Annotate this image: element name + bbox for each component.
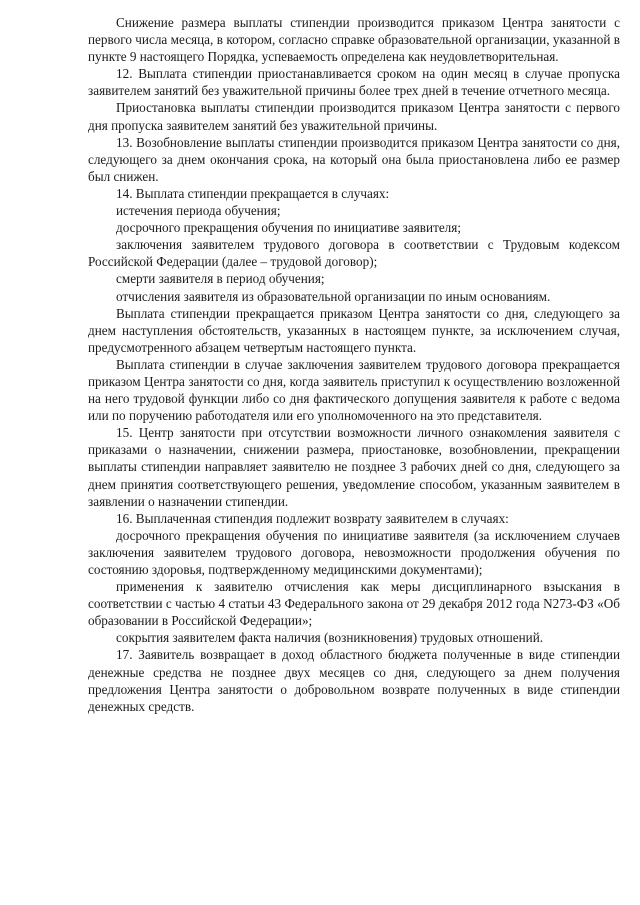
paragraph: 15. Центр занятости при отсутствии возможности личного ознакомления заявителя с приказами о назначении, снижении размера, приостановке, возобновлении, прекращении выплаты стипендии направляет заявителю не позднее 3 рабочих дней со дня, следующего за днем принятия соответствующего решения, уведомление способом, указанным заявителем в заявлении о назначении стипендии.	[88, 425, 620, 509]
list-item: 14. Выплата стипендии прекращается в случаях:	[116, 185, 390, 201]
list-item: досрочного прекращения обучения по инициативе заявителя;	[116, 220, 461, 236]
paragraph: 12. Выплата стипендии приостанавливается сроком на один месяц в случае пропуска заявителем занятий без уважительной причины более трех дней в течение отчетного месяца.	[88, 66, 620, 99]
paragraph: досрочного прекращения обучения по инициативе заявителя (за исключением случаев заключения заявителем трудового договора, невозможности продолжения обучения по состоянию здоровья, подтвержденному медицинскими документами);	[88, 527, 620, 577]
paragraph: Приостановка выплаты стипендии производится приказом Центра занятости с первого дня пропуска заявителем занятий без уважительной причины.	[88, 100, 620, 133]
list-item: отчисления заявителя из образовательной организации по иным основаниям.	[116, 288, 551, 304]
paragraph: 17. Заявитель возвращает в доход областного бюджета полученные в виде стипендии денежные средства не позднее двух месяцев со дня, следующего за днем получения предложения Центра занятости о добровольном возврате полученных в виде стипендии денежных средств.	[88, 647, 620, 714]
paragraph: Выплата стипендии прекращается приказом Центра занятости со дня, следующего за днем наступления обстоятельств, указанных в настоящем пункте, за исключением случая, предусмотренного абзацем четвертым настоящего пункта.	[88, 305, 620, 355]
list-item: смерти заявителя в период обучения;	[116, 271, 325, 287]
paragraph: заключения заявителем трудового договора в соответствии с Трудовым кодексом Российской Федерации (далее – трудовой договор);	[88, 237, 620, 270]
list-item: 16. Выплаченная стипендия подлежит возврату заявителем в случаях:	[116, 510, 509, 526]
paragraph: применения к заявителю отчисления как меры дисциплинарного взыскания в соответствии с частью 4 статьи 43 Федерального закона от 29 декабря 2012 года N273-ФЗ «Об образовании в Российской Федерации»;	[88, 579, 620, 629]
list-item: истечения периода обучения;	[116, 203, 281, 219]
paragraph: Выплата стипендии в случае заключения заявителем трудового договора прекращается приказом Центра занятости со дня, когда заявитель приступил к осуществлению возложенной на него трудовой функции либо со дня фактического допущения заявителя к работе с ведома или по поручению работодателя или его уполномоченного на это представителя.	[88, 356, 620, 424]
list-item: сокрытия заявителем факта наличия (возникновения) трудовых отношений.	[116, 630, 544, 646]
document-body	[88, 14, 620, 715]
paragraph: 13. Возобновление выплаты стипендии производится приказом Центра занятости со дня, следующего за днем окончания срока, на который она была приостановлена либо ее размер был снижен.	[88, 134, 620, 184]
paragraph: Снижение размера выплаты стипендии производится приказом Центра занятости с первого числа месяца, в котором, согласно справке образовательной организации, указанной в пункте 9 настоящего Порядка, успеваемость определена как неудовлетворительная.	[88, 15, 620, 65]
